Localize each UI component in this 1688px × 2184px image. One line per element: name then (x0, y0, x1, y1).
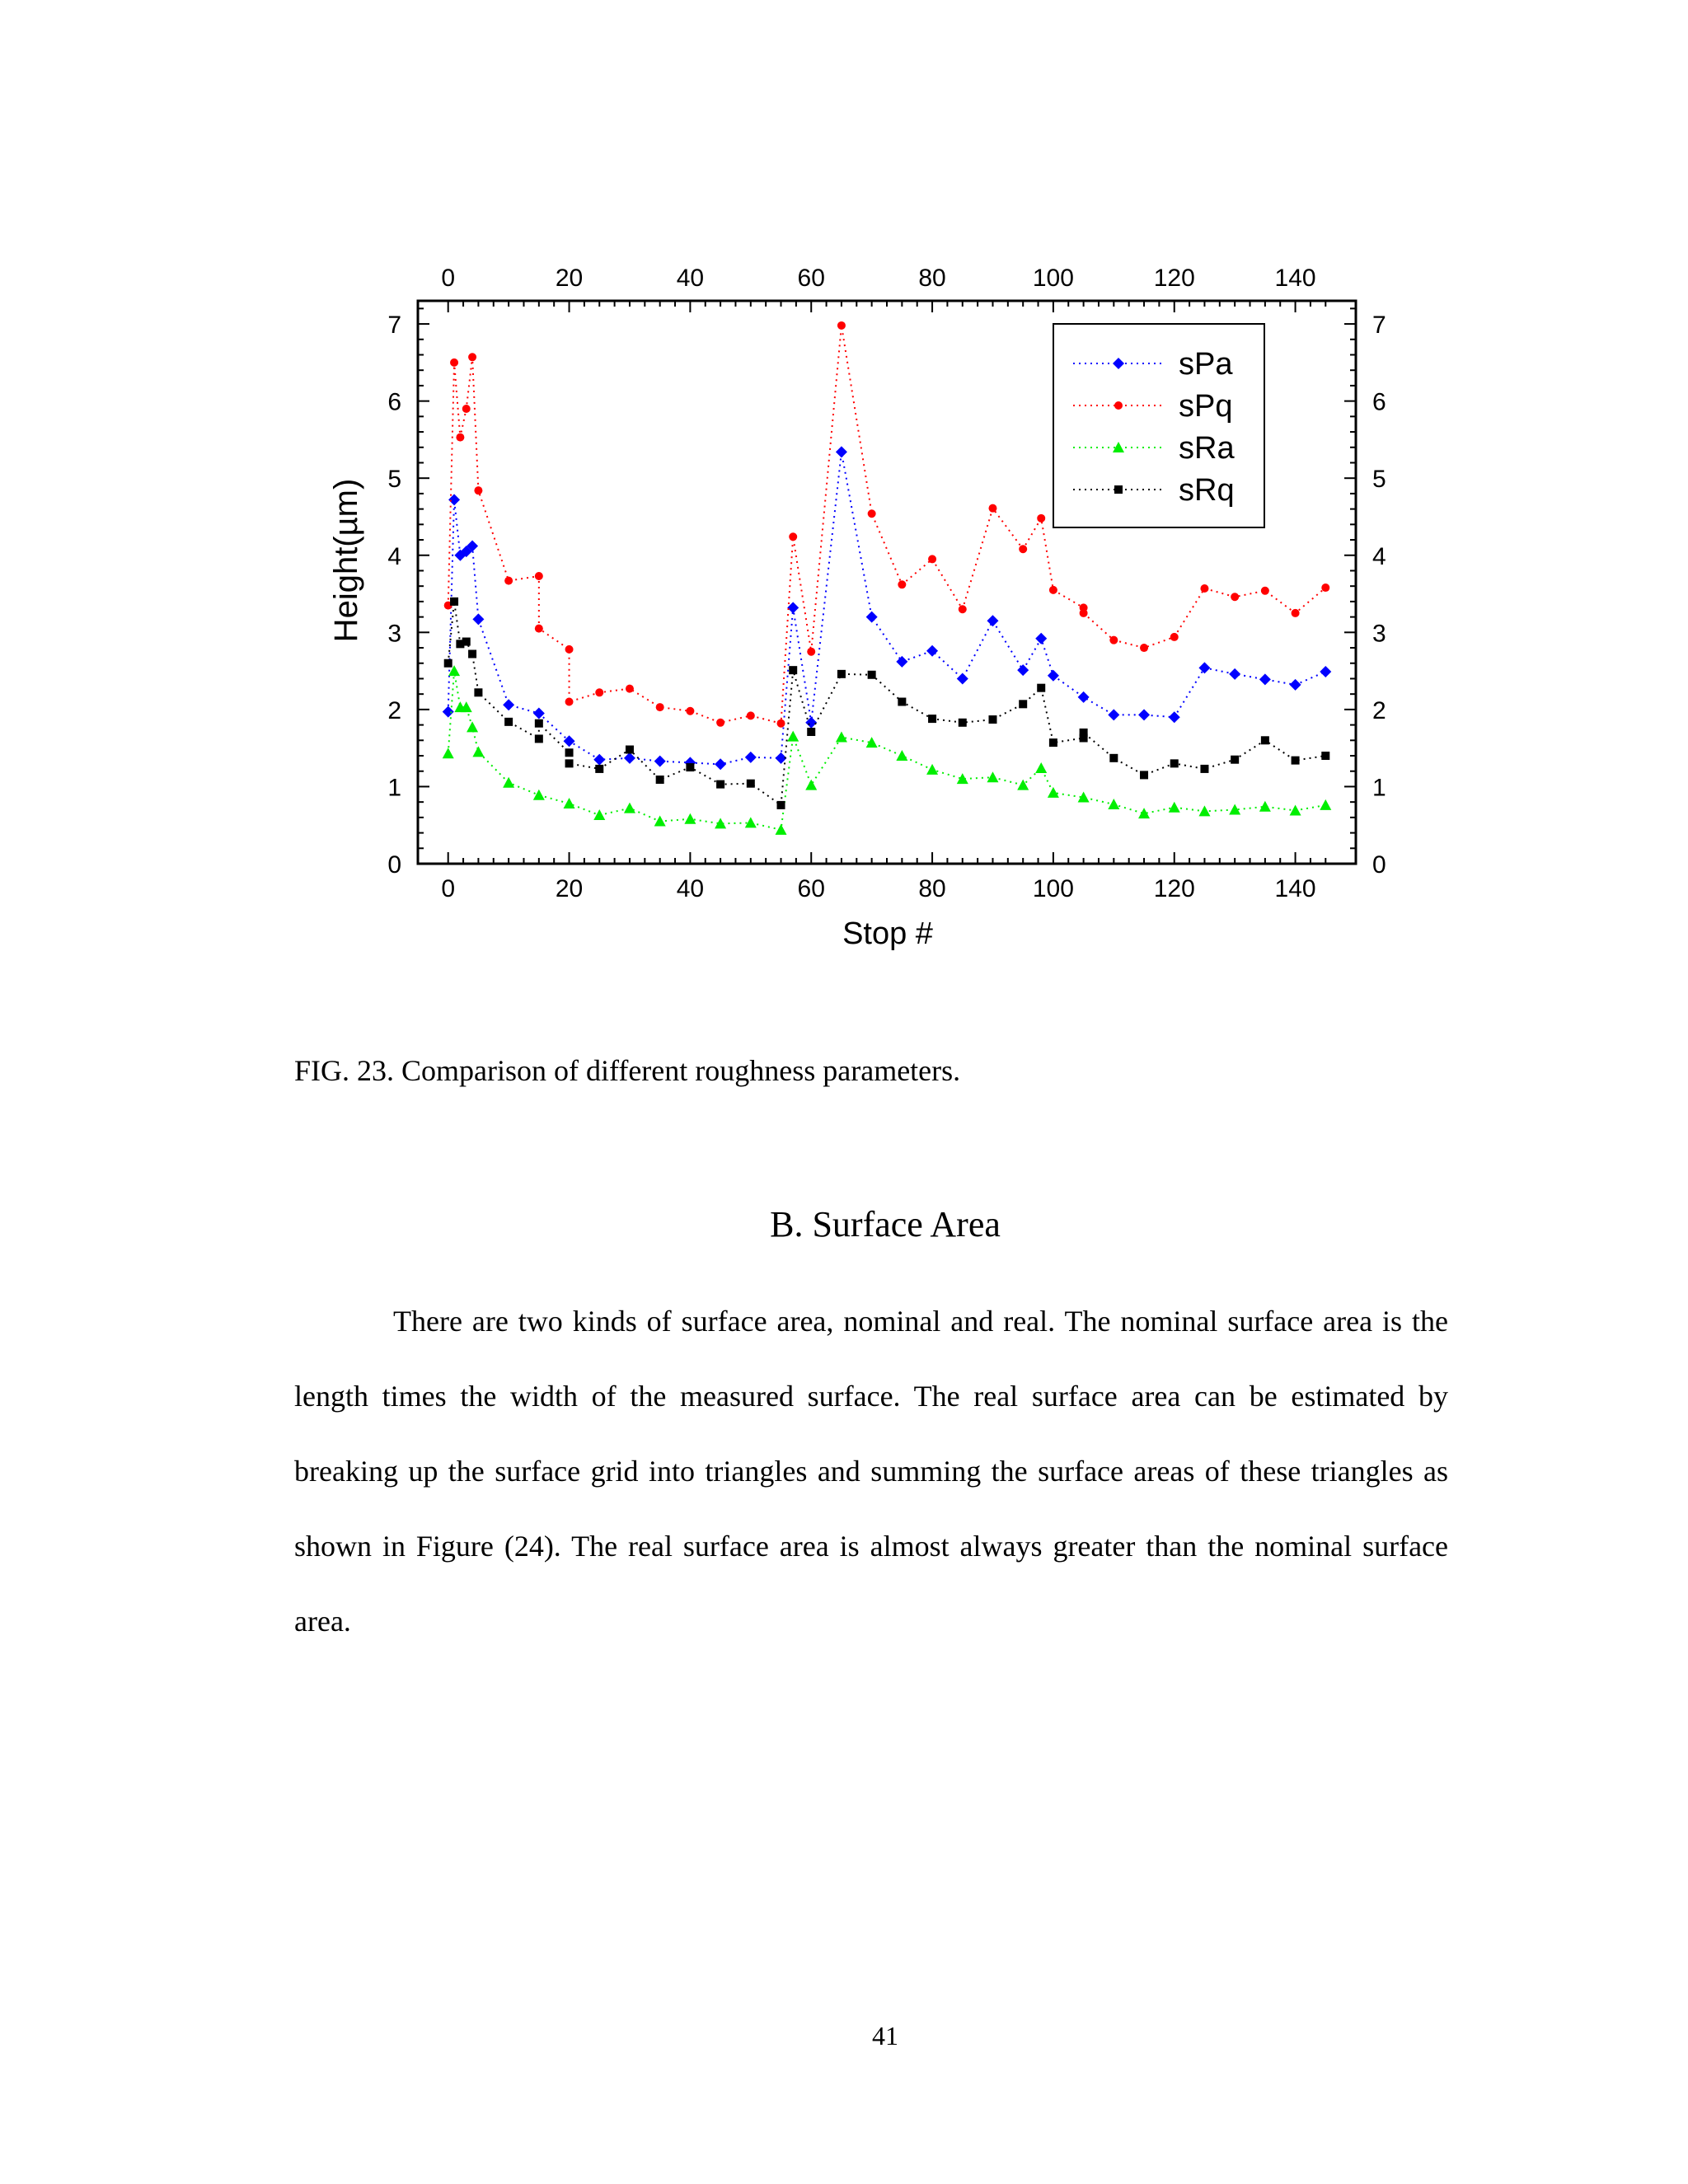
data-point-sPq (686, 707, 694, 715)
legend-label: sRq (1179, 473, 1235, 508)
data-point-sRq (686, 763, 694, 771)
y-tick-label: 4 (387, 542, 401, 570)
data-point-sPa (1035, 633, 1047, 644)
data-point-sPq (1261, 587, 1269, 595)
x-tick-label-top: 140 (1274, 265, 1316, 292)
data-point-sPq (1019, 545, 1027, 553)
y-tick-label: 5 (387, 466, 401, 494)
data-point-sRa (684, 813, 696, 824)
x-tick-label-top: 40 (676, 265, 705, 292)
data-point-sPa (593, 754, 605, 766)
data-point-sRa (1320, 799, 1331, 810)
y-tick-label-right: 0 (1372, 851, 1386, 879)
data-point-sRq (595, 765, 603, 773)
data-point-sPa (1138, 709, 1150, 720)
data-point-sRq (777, 801, 785, 809)
x-tick-label-top: 80 (918, 265, 946, 292)
data-point-sRq (1019, 700, 1027, 708)
data-point-sPa (926, 645, 938, 657)
y-tick-label-right: 6 (1372, 388, 1386, 416)
data-point-sRq (837, 670, 846, 678)
data-point-sPq (474, 486, 482, 494)
data-point-sPq (747, 711, 755, 719)
data-point-sRa (654, 816, 666, 827)
x-tick-label: 0 (441, 875, 456, 902)
data-point-sRq (1321, 752, 1329, 760)
data-point-sRa (926, 764, 938, 775)
data-point-sPa (987, 615, 998, 626)
data-point-sRa (896, 750, 907, 761)
y-tick-label-right: 7 (1372, 312, 1386, 340)
data-point-sRq (1109, 754, 1118, 762)
data-point-sPq (959, 605, 967, 613)
data-point-sPq (868, 509, 876, 518)
data-point-sRa (1108, 799, 1119, 809)
data-point-sPa (957, 673, 968, 684)
data-point-sRa (1198, 805, 1210, 816)
data-point-sRq (1292, 757, 1300, 765)
series-sRq (444, 598, 1330, 809)
data-point-sRq (898, 698, 906, 706)
data-point-sPq (1200, 584, 1208, 593)
data-point-sPq (1292, 609, 1300, 617)
data-point-sRa (805, 780, 817, 790)
data-point-sPq (928, 555, 936, 563)
data-point-sRa (1017, 780, 1029, 790)
x-tick-label-top: 60 (797, 265, 825, 292)
legend-label: sPa (1179, 347, 1233, 382)
data-point-sPq (1049, 586, 1057, 594)
data-point-sPq (898, 580, 906, 588)
data-point-sRq (959, 719, 967, 727)
x-tick-label: 80 (918, 875, 946, 902)
y-tick-label-right: 1 (1372, 774, 1386, 802)
data-point-sRq (565, 759, 574, 767)
data-point-sRa (1290, 804, 1301, 815)
series-line-sRq (448, 602, 1326, 805)
y-tick-label: 3 (387, 620, 401, 648)
data-point-sRq (747, 780, 755, 788)
data-point-sPq (837, 321, 846, 330)
y-tick-label: 2 (387, 696, 401, 724)
data-point-sPa (1259, 673, 1271, 685)
series-line-sRa (448, 671, 1326, 830)
data-point-sPa (745, 752, 757, 763)
data-point-sPa (472, 613, 484, 625)
data-point-sPq (504, 577, 513, 585)
y-tick-label-right: 2 (1372, 696, 1386, 724)
data-point-sRq (1037, 684, 1045, 692)
data-point-sRq (1140, 771, 1148, 779)
x-tick-label-top: 100 (1032, 265, 1074, 292)
data-point-sRq (656, 776, 664, 784)
data-point-sRq (807, 728, 815, 736)
y-tick-label: 1 (387, 774, 401, 802)
data-point-sPa (1320, 666, 1331, 677)
data-point-sRa (472, 746, 484, 757)
data-point-sRq (1231, 756, 1239, 764)
y-tick-label: 7 (387, 312, 401, 340)
data-point-sRa (1035, 762, 1047, 773)
y-tick-label-right: 3 (1372, 620, 1386, 648)
body-paragraph: There are two kinds of surface area, nominal and real. The nominal surface area is the length times the width of the measured surface. The real surface area can be estimated by breaking up the surface grid into triangles and summing the surface areas of these triangles as shown in Figure (24). The real surface area is almost always greater than the nominal surface area. (294, 1305, 1448, 1638)
data-point-sPa (1078, 691, 1090, 703)
data-point-sPq (988, 504, 996, 513)
data-point-sRa (443, 748, 454, 758)
data-point-sRq (1200, 765, 1208, 773)
data-point-sRq (462, 638, 471, 646)
data-point-sRq (474, 688, 482, 696)
data-point-sPa (1169, 711, 1180, 723)
data-point-sRq (1080, 729, 1088, 737)
data-point-sRq (928, 715, 936, 723)
data-point-sPq (595, 688, 603, 696)
data-point-sPa (1017, 664, 1029, 676)
data-point-sPa (836, 446, 847, 457)
data-point-sRq (716, 780, 724, 789)
data-point-sRa (776, 824, 787, 835)
data-point-sPa (503, 699, 514, 710)
data-point-sPa (1198, 662, 1210, 673)
data-point-sRa (533, 790, 545, 800)
data-point-sPq (456, 434, 464, 442)
y-tick-label-right: 4 (1372, 542, 1386, 570)
data-point-sPq (468, 353, 476, 361)
data-point-sPa (866, 612, 878, 623)
y-tick-label: 0 (387, 851, 401, 879)
data-point-sPa (1108, 709, 1119, 720)
section-heading: B. Surface Area (770, 1204, 1001, 1244)
data-point-sRa (1169, 802, 1180, 813)
data-point-sRa (467, 721, 478, 732)
series-sRa (443, 665, 1332, 835)
x-tick-label-top: 120 (1153, 265, 1195, 292)
data-point-sPq (1231, 593, 1239, 601)
data-point-sRa (624, 803, 635, 813)
data-point-sRa (836, 732, 847, 743)
data-point-sRq (444, 659, 452, 668)
legend (1053, 324, 1264, 527)
data-point-sRq (868, 671, 876, 679)
data-point-sRq (450, 598, 458, 606)
figure-caption: FIG. 23. Comparison of different roughness parameters. (294, 1054, 961, 1087)
data-point-sRa (564, 798, 575, 808)
data-point-sPq (777, 719, 785, 728)
legend-marker (1114, 485, 1123, 494)
x-tick-label-top: 0 (441, 265, 456, 292)
data-point-sPq (535, 572, 543, 580)
data-point-sPq (535, 625, 543, 633)
data-point-sRq (1049, 738, 1057, 747)
data-point-sRa (715, 818, 726, 828)
data-point-sPq (656, 703, 664, 711)
data-point-sPa (1229, 668, 1240, 680)
data-point-sPa (443, 706, 454, 718)
data-point-sPq (462, 405, 471, 413)
data-point-sPa (654, 756, 666, 767)
data-point-sPq (1170, 633, 1179, 641)
data-point-sRa (593, 809, 605, 820)
data-point-sPq (1037, 514, 1045, 523)
data-point-sPa (1048, 670, 1059, 682)
data-point-sPq (716, 719, 724, 727)
x-tick-label: 60 (797, 875, 825, 902)
data-point-sPq (1080, 609, 1088, 617)
data-point-sPa (715, 758, 726, 770)
data-point-sPq (565, 645, 574, 654)
data-point-sRq (1261, 736, 1269, 744)
data-point-sPq (626, 685, 634, 693)
data-point-sRa (1138, 808, 1150, 818)
data-point-sRa (1048, 787, 1059, 798)
data-point-sPq (789, 532, 797, 541)
x-tick-label: 140 (1274, 875, 1316, 902)
data-point-sPq (1109, 636, 1118, 644)
data-point-sPq (1321, 583, 1329, 592)
data-point-sPa (896, 656, 907, 668)
x-tick-label-top: 20 (555, 265, 584, 292)
x-tick-label: 100 (1032, 875, 1074, 902)
x-axis-label: Stop # (842, 916, 933, 951)
data-point-sRq (468, 650, 476, 658)
x-tick-label: 20 (555, 875, 584, 902)
data-point-sPq (565, 698, 574, 706)
data-point-sPq (450, 359, 458, 367)
data-point-sPq (807, 648, 815, 656)
data-point-sRa (787, 731, 799, 742)
page-number: 41 (872, 2021, 898, 2050)
legend-marker (1114, 401, 1123, 410)
data-point-sRq (789, 666, 797, 674)
x-tick-label: 120 (1153, 875, 1195, 902)
data-point-sRq (988, 715, 996, 724)
data-point-sRq (626, 746, 634, 754)
y-tick-label: 6 (387, 388, 401, 416)
x-tick-label: 40 (676, 875, 705, 902)
data-point-sPa (1290, 679, 1301, 691)
data-point-sRq (504, 718, 513, 726)
y-axis-label: Height(µm) (328, 478, 364, 643)
data-point-sRq (535, 734, 543, 743)
legend-label: sRa (1179, 431, 1235, 466)
roughness-chart (0, 0, 1688, 989)
data-point-sPq (1140, 644, 1148, 652)
legend-label: sPq (1179, 389, 1233, 424)
y-tick-label-right: 5 (1372, 466, 1386, 494)
data-point-sRq (1170, 759, 1179, 767)
data-point-sRq (565, 748, 574, 757)
data-point-sRq (535, 719, 543, 728)
